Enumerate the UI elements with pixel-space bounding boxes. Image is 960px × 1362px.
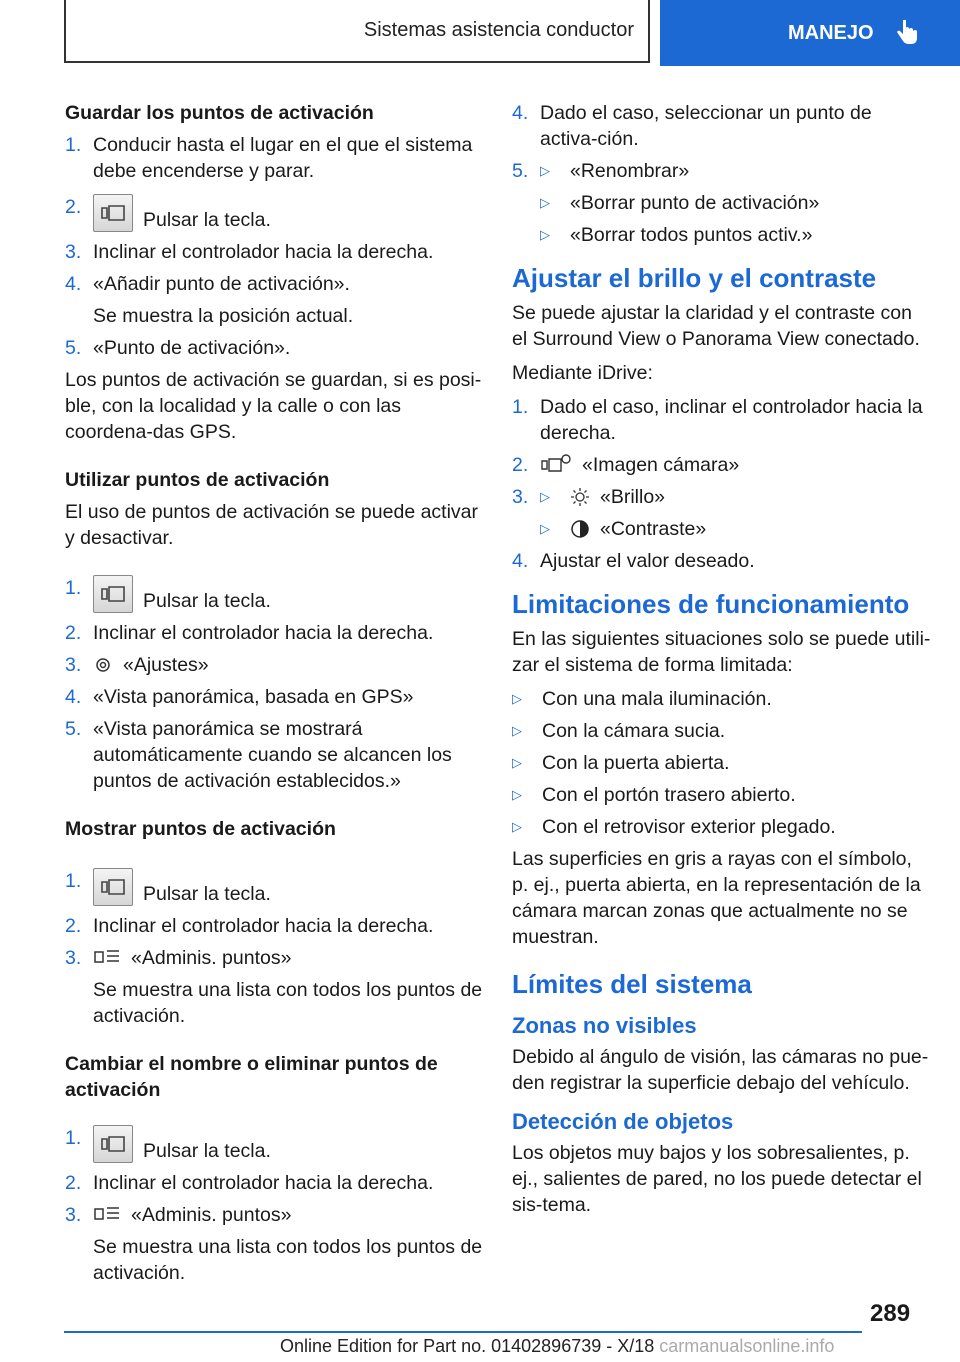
list-item: 3. Inclinar el controlador hacia la derecha. — [65, 241, 434, 263]
brightness-icon — [570, 487, 590, 507]
paragraph: En las siguientes situaciones solo se puede utili-zar el sistema de forma limitada: — [512, 628, 931, 676]
paragraph: Las superficies en gris a rayas con el símbolo, p. ej., puerta abierta, en la representación de la cámara marcan zonas que actualmente no se muestran. — [512, 848, 921, 948]
paragraph: Se puede ajustar la claridad y el contraste con el Surround View o Panorama View conectado. — [512, 302, 920, 350]
list-item: 4. Ajustar el valor deseado. — [512, 550, 755, 572]
heading-zonas: Zonas no visibles — [512, 1013, 697, 1038]
step-note: Se muestra la posición actual. — [93, 305, 354, 327]
camera-button-icon — [93, 575, 133, 613]
list-item: 1. Pulsar la tecla. — [65, 870, 271, 905]
paragraph: Los puntos de activación se guardan, si es posi-ble, con la localidad y la calle o con las coordena-das GPS. — [65, 369, 482, 443]
list-item: 3. ▷ «Brillo» — [512, 486, 666, 508]
heading-limites: Límites del sistema — [512, 969, 752, 999]
camera-settings-icon — [540, 453, 572, 475]
heading-brillo: Ajustar el brillo y el contraste — [512, 263, 877, 293]
heading-limitaciones: Limitaciones de funcionamiento — [512, 589, 910, 619]
list-item: 2. Inclinar el controlador hacia la derecha. — [65, 622, 434, 644]
camera-button-icon — [93, 194, 133, 232]
footer-divider — [64, 1331, 862, 1333]
list-item: 3. «Adminis. puntos» — [65, 947, 292, 969]
list-points-icon — [93, 948, 121, 968]
contrast-icon — [570, 519, 590, 539]
list-item: 1. Pulsar la tecla. — [65, 1127, 271, 1162]
list-item: 2. «Imagen cámara» — [512, 454, 740, 476]
paragraph: Mediante iDrive: — [512, 362, 653, 384]
list-item: ▷ «Contraste» — [540, 518, 707, 540]
list-item: 4. «Añadir punto de activación». — [65, 273, 350, 295]
step-note: Se muestra una lista con todos los puntos de activación. — [93, 1236, 483, 1284]
right-column — [512, 100, 932, 1226]
heading-cambiar: Cambiar el nombre o eliminar puntos de activación — [65, 1053, 438, 1101]
list-item: 4. Dado el caso, seleccionar un punto de activa-ción. — [512, 102, 872, 150]
heading-guardar: Guardar los puntos de activación — [65, 102, 374, 124]
paragraph: El uso de puntos de activación se puede activar y desactivar. — [65, 501, 479, 549]
footer-text: Online Edition for Part no. 01402896739 - X/18 — [280, 1336, 655, 1356]
list-item: 2. Inclinar el controlador hacia la derecha. — [65, 915, 434, 937]
heading-utilizar: Utilizar puntos de activación — [65, 469, 330, 491]
list-item: 1. Conducir hasta el lugar en el que el sistema debe encenderse y parar. — [65, 134, 473, 182]
list-item: ▷ Con la cámara sucia. — [512, 720, 726, 742]
chapter-title: MANEJO — [788, 21, 874, 44]
list-item: ▷ Con el retrovisor exterior plegado. — [512, 816, 836, 838]
camera-button-icon — [93, 868, 133, 906]
list-item: ▷ «Borrar punto de activación» — [540, 192, 820, 214]
footer — [280, 1336, 834, 1357]
list-item: ▷ Con una mala iluminación. — [512, 688, 772, 710]
list-item: ▷ «Borrar todos puntos activ.» — [540, 224, 813, 246]
list-item: 2. Pulsar la tecla. — [65, 196, 271, 231]
left-column — [65, 100, 485, 1292]
list-item: 3. «Ajustes» — [65, 654, 209, 676]
section-title: Sistemas asistencia conductor — [64, 0, 650, 63]
camera-button-icon — [93, 1125, 133, 1163]
paragraph: Los objetos muy bajos y los sobresalientes, p. ej., salientes de pared, no los puede detectar el sis-tema. — [512, 1142, 922, 1216]
gear-icon — [93, 655, 113, 675]
list-item: 5. «Punto de activación». — [65, 337, 291, 359]
list-item: 5. «Vista panorámica se mostrará automáticamente cuando se alcancen los puntos de activación establecidos.» — [65, 718, 452, 792]
chapter-tab — [660, 0, 960, 66]
list-points-icon — [93, 1205, 121, 1225]
footer-watermark: carmanualsonline.info — [659, 1336, 835, 1356]
list-item: 5. ▷ «Renombrar» — [512, 160, 690, 182]
heading-mostrar: Mostrar puntos de activación — [65, 818, 336, 840]
heading-deteccion: Detección de objetos — [512, 1109, 734, 1134]
list-item: 3. «Adminis. puntos» — [65, 1204, 292, 1226]
list-item: ▷ Con el portón trasero abierto. — [512, 784, 796, 806]
page-header — [64, 0, 960, 66]
list-item: 1. Pulsar la tecla. — [65, 577, 271, 612]
hand-pointer-icon — [896, 20, 918, 46]
list-item: 2. Inclinar el controlador hacia la derecha. — [65, 1172, 434, 1194]
list-item: ▷ Con la puerta abierta. — [512, 752, 730, 774]
page-number: 289 — [870, 1300, 911, 1327]
list-item: 4. «Vista panorámica, basada en GPS» — [65, 686, 414, 708]
step-note: Se muestra una lista con todos los puntos de activación. — [93, 979, 483, 1027]
paragraph: Debido al ángulo de visión, las cámaras no pue-den registrar la superficie debajo del vehículo. — [512, 1046, 929, 1094]
list-item: 1. Dado el caso, inclinar el controlador hacia la derecha. — [512, 396, 923, 444]
